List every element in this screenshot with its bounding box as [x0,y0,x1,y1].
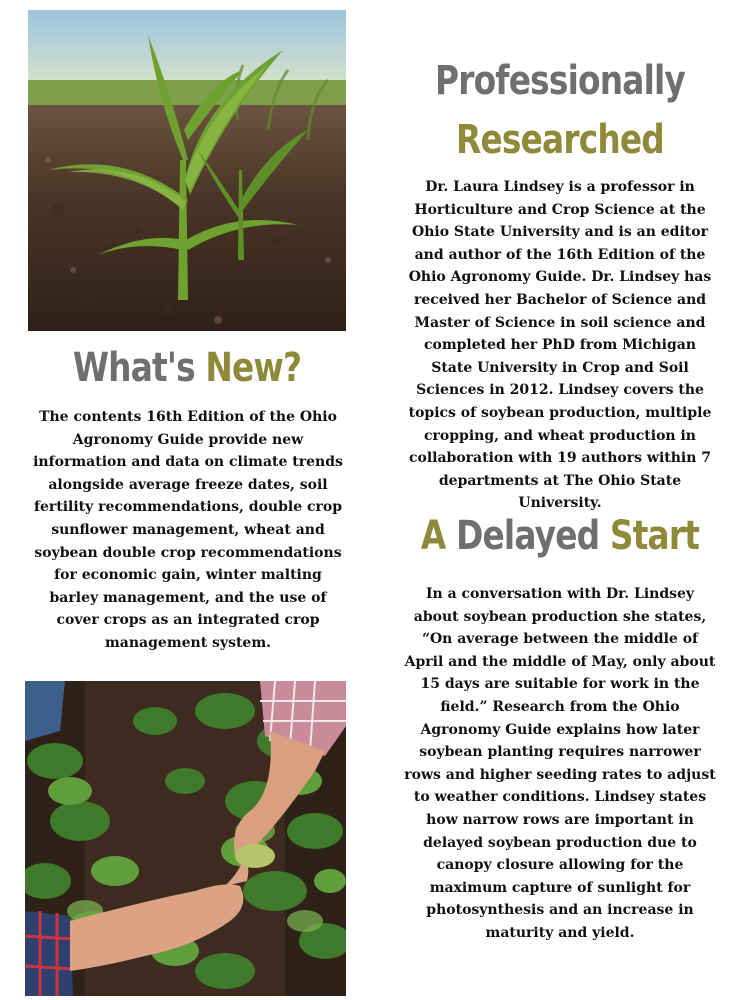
lindsey-bio-paragraph: Dr. Laura Lindsey is a professor in Horticulture and Crop Science at the Ohio State University and is an editor and author of the 16th Edition of the Ohio Agronomy Guide. Dr. Lindsey has received her Bachelor of Science and Master of Science in soil science and completed her PhD from Michigan State University in Crop and Soil Sciences in 2012. Lindsey covers the topics of soybean production, multiple cropping, and wheat production in collaboration with 19 authors within 7 departments at The Ohio State University. [408,179,712,512]
heading-whats-word: What's [72,345,195,391]
whats-new-paragraph: The contents 16th Edition of the Ohio Agronomy Guide provide new information and data on climate trends alongside average freeze dates, soil fertility recommendations, double crop sunflower management, wheat and soybean double crop recommendations for economic gain, winter malting barley management, and the use of cover crops as an integrated crop management system. [33,409,343,651]
soybean-hands-photo [25,681,346,996]
heading-professionally: Professionally [435,58,685,104]
heading-researched: Researched [456,117,664,163]
delayed-start-paragraph: In a conversation with Dr. Lindsey about soybean production she states, “On average between the middle of April and the middle of May, only about 15 days are suitable for work in the field.” Research from the Ohio Agronomy Guide explains how later soybean planting requires narrower rows and higher seeding rates to adjust to weather conditions. Lindsey states how narrow rows are important in delayed soybean production due to canopy closure allowing for the maximum capture of sunlight for photosynthesis and an increase in maturity and yield. [404,586,716,941]
heading-delayed-start [412,512,707,560]
corn-seedling-photo [28,10,346,331]
heading-delayed-word: Delayed [456,513,600,559]
heading-whats-new [57,344,318,392]
heading-new-word: New? [205,345,302,391]
heading-a-word: A [420,513,446,559]
heading-start-word: Start [609,513,700,559]
